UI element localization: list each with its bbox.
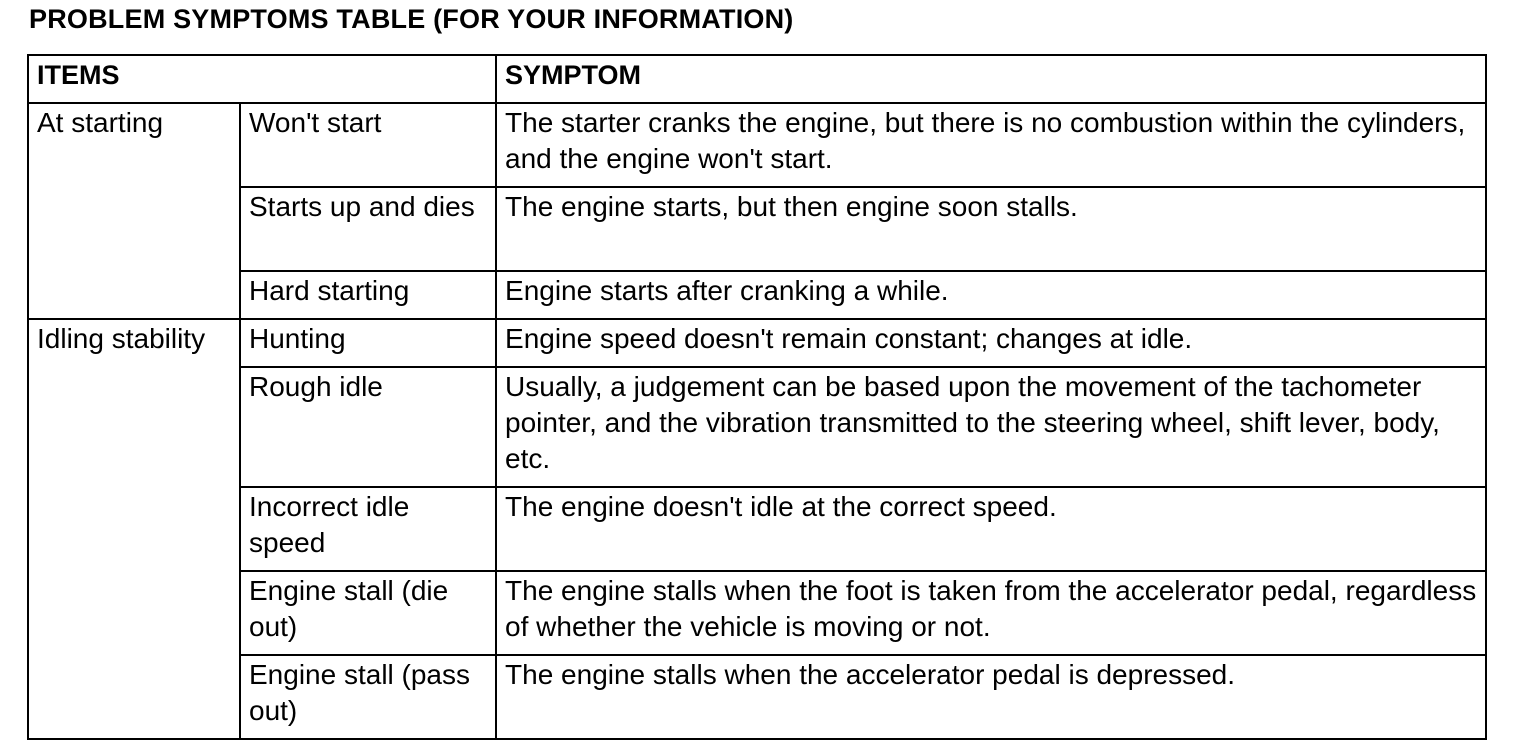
header-items: ITEMS	[28, 55, 496, 103]
table-row	[28, 319, 1486, 367]
symptom-cell: The engine starts, but then engine soon stalls.	[496, 187, 1486, 271]
header-symptom: SYMPTOM	[496, 55, 1486, 103]
item-cell: Hard starting	[240, 271, 496, 319]
symptom-cell: Engine starts after cranking a while.	[496, 271, 1486, 319]
symptom-cell: The starter cranks the engine, but there is no combustion within the cylinders, and the engine won't start.	[496, 103, 1486, 187]
table-row	[28, 271, 1486, 319]
symptom-cell: Engine speed doesn't remain constant; changes at idle.	[496, 319, 1486, 367]
item-cell: Starts up and dies	[240, 187, 496, 271]
item-cell: Rough idle	[240, 367, 496, 487]
table-row	[28, 367, 1486, 487]
item-cell: Engine stall (die out)	[240, 571, 496, 655]
table-row	[28, 103, 1486, 187]
symptom-cell: The engine stalls when the accelerator pedal is depressed.	[496, 655, 1486, 739]
symptom-cell: The engine doesn't idle at the correct speed.	[496, 487, 1486, 571]
problem-symptoms-table	[27, 54, 1487, 740]
table-header-row	[28, 55, 1486, 103]
item-cell: Hunting	[240, 319, 496, 367]
table-row	[28, 487, 1486, 571]
table-row	[28, 571, 1486, 655]
page-title: PROBLEM SYMPTOMS TABLE (FOR YOUR INFORMATION)	[29, 4, 794, 34]
item-cell: Engine stall (pass out)	[240, 655, 496, 739]
item-cell: Incorrect idle speed	[240, 487, 496, 571]
category-cell: Idling stability	[28, 319, 240, 739]
category-cell: At starting	[28, 103, 240, 319]
item-cell: Won't start	[240, 103, 496, 187]
table-row	[28, 187, 1486, 271]
table-row	[28, 655, 1486, 739]
symptom-cell: Usually, a judgement can be based upon the movement of the tachometer pointer, and the vibration transmitted to the steering wheel, shift lever, body, etc.	[496, 367, 1486, 487]
symptom-cell: The engine stalls when the foot is taken from the accelerator pedal, regardless of whether the vehicle is moving or not.	[496, 571, 1486, 655]
